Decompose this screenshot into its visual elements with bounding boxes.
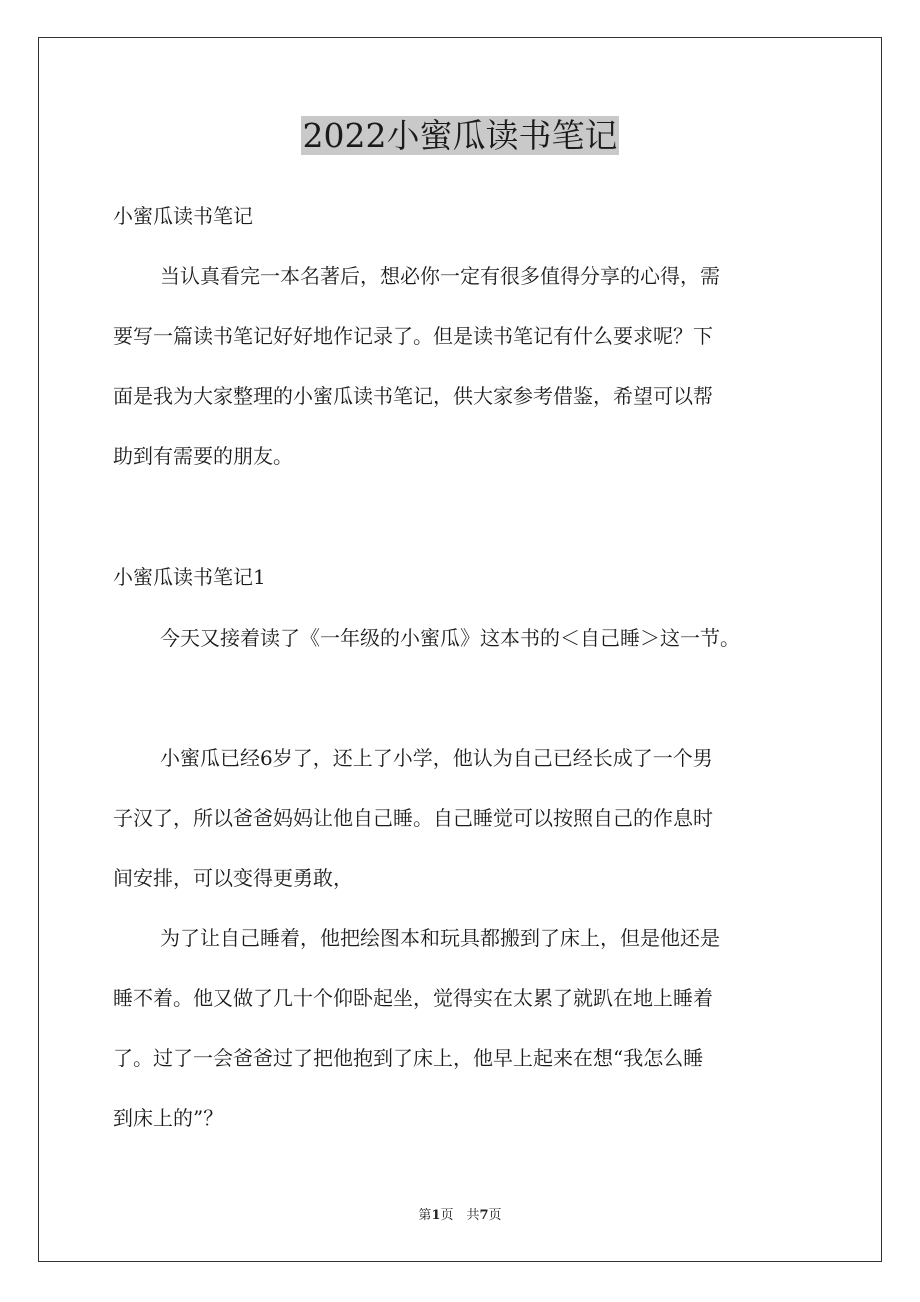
document-title xyxy=(0,112,920,160)
footer-prefix: 第 xyxy=(418,1208,432,1223)
paragraph-3-line-4: 到床上的”？ xyxy=(113,1106,224,1130)
footer-mid: 页 共 xyxy=(440,1208,480,1223)
page-footer xyxy=(0,1207,920,1225)
footer-current-page: 1 xyxy=(431,1208,441,1223)
section-paragraph-1: 今天又接着读了《一年级的小蜜瓜》这本书的＜自己睡＞这一节。 xyxy=(160,626,740,650)
paragraph-2-line-1: 小蜜瓜已经6岁了，还上了小学，他认为自己已经长成了一个男 xyxy=(160,746,713,770)
paragraph-2-line-2: 子汉了，所以爸爸妈妈让他自己睡。自己睡觉可以按照自己的作息时 xyxy=(113,806,713,830)
intro-line-4: 助到有需要的朋友。 xyxy=(113,444,293,468)
paragraph-3-line-2: 睡不着。他又做了几十个仰卧起坐，觉得实在太累了就趴在地上睡着 xyxy=(113,986,713,1010)
footer-suffix: 页 xyxy=(488,1208,502,1223)
footer-total-pages: 7 xyxy=(479,1208,489,1223)
paragraph-3-line-1: 为了让自己睡着，他把绘图本和玩具都搬到了床上，但是他还是 xyxy=(160,926,720,950)
intro-line-3: 面是我为大家整理的小蜜瓜读书笔记，供大家参考借鉴，希望可以帮 xyxy=(113,384,713,408)
paragraph-3-line-3: 了。过了一会爸爸过了把他抱到了床上，他早上起来在想“我怎么睡 xyxy=(113,1046,704,1070)
intro-line-1: 当认真看完一本名著后，想必你一定有很多值得分享的心得，需 xyxy=(160,264,720,288)
intro-line-2: 要写一篇读书笔记好好地作记录了。但是读书笔记有什么要求呢？下 xyxy=(113,324,713,348)
document-subtitle: 小蜜瓜读书笔记 xyxy=(113,204,253,228)
paragraph-2-line-3: 间安排，可以变得更勇敢， xyxy=(113,866,353,890)
section-heading: 小蜜瓜读书笔记1 xyxy=(113,565,266,589)
document-title-text: 2022小蜜瓜读书笔记 xyxy=(302,116,618,155)
